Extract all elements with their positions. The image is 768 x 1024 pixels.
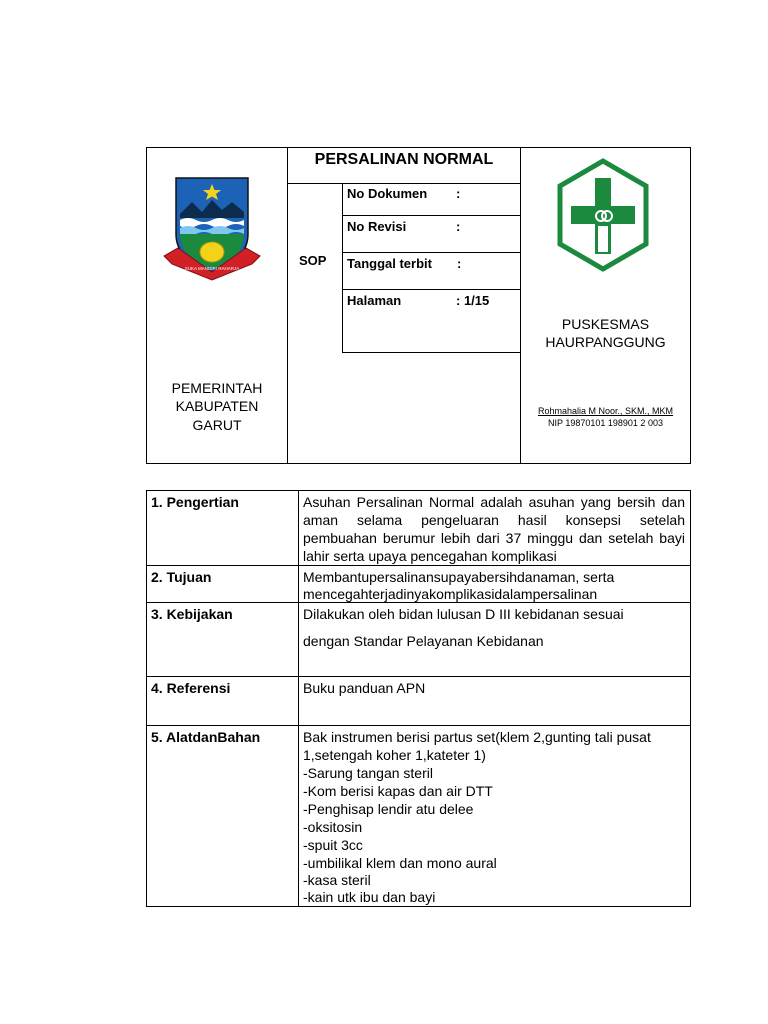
section-text-kebijakan-1: Dilakukan oleh bidan lulusan D III kebidanan sesuai <box>303 606 624 622</box>
meta-value-halaman: : 1/15 <box>456 293 490 308</box>
meta-value-no-revisi: : <box>456 219 461 234</box>
left-org-line-2: KABUPATEN <box>175 398 259 414</box>
section-text-kebijakan-2: dengan Standar Pelayanan Kebidanan <box>303 633 544 649</box>
left-org-line-3: GARUT <box>192 417 242 433</box>
meta-label-no-dokumen: No Dokumen <box>347 186 428 201</box>
section-label-tujuan: 2. Tujuan <box>151 569 212 585</box>
garut-logo <box>160 172 264 284</box>
sop-label: SOP <box>299 253 327 268</box>
right-org-line-2: HAURPANGGUNG <box>545 334 666 350</box>
section-text-alat-1: Bak instrumen berisi partus set(klem 2,gunting tali pusat <box>303 729 651 745</box>
section-text-alat-4: -Kom berisi kapas dan air DTT <box>303 783 493 799</box>
signatory-nip: NIP 19870101 198901 2 003 <box>548 418 663 428</box>
right-org-line-1: PUSKESMAS <box>561 316 650 332</box>
section-label-pengertian: 1. Pengertian <box>151 494 239 510</box>
section-text-alat-2: 1,setengah koher 1,kateter 1) <box>303 747 486 763</box>
meta-label-tanggal-terbit: Tanggal terbit <box>347 256 432 271</box>
section-text-tujuan-1: Membantupersalinansupayabersihdanaman, serta <box>303 569 615 585</box>
section-text-alat-9: -kasa steril <box>303 872 371 888</box>
document-title: PERSALINAN NORMAL <box>314 151 494 168</box>
section-text-referensi: Buku panduan APN <box>303 680 426 696</box>
section-text-pengertian: Asuhan Persalinan Normal adalah asuhan yang bersih dan aman selama pengeluaran hasil konsepsi setelah pembuahan berumur lebih dari 37 minggu dan setelah bayi lahir serta upaya pencegahan komplikasi <box>303 494 685 564</box>
section-label-kebijakan: 3. Kebijakan <box>151 606 233 622</box>
section-label-alat-bahan: 5. AlatdanBahan <box>151 729 261 745</box>
section-text-alat-5: -Penghisap lendir atu delee <box>303 801 474 817</box>
section-text-alat-10: -kain utk ibu dan bayi <box>303 889 436 905</box>
section-text-alat-3: -Sarung tangan steril <box>303 765 433 781</box>
section-text-tujuan-2: mencegahterjadinyakomplikasidalampersalinan <box>303 586 598 602</box>
svg-text:SUKA MANDIRI RAHARJA: SUKA MANDIRI RAHARJA <box>184 266 240 271</box>
section-text-alat-8: -umbilikal klem dan mono aural <box>303 855 497 871</box>
left-org-line-1: PEMERINTAH <box>171 380 263 396</box>
signatory-name: Rohmahalia M Noor., SKM., MKM <box>537 406 674 416</box>
section-text-alat-6: -oksitosin <box>303 819 363 835</box>
meta-label-halaman: Halaman <box>347 293 402 308</box>
meta-value-no-dokumen: : <box>456 186 461 201</box>
meta-value-tanggal-terbit: : <box>457 256 462 271</box>
meta-label-no-revisi: No Revisi <box>347 219 407 234</box>
section-label-referensi: 4. Referensi <box>151 680 231 696</box>
puskesmas-logo <box>557 158 649 274</box>
section-text-alat-7: -spuit 3cc <box>303 837 363 853</box>
